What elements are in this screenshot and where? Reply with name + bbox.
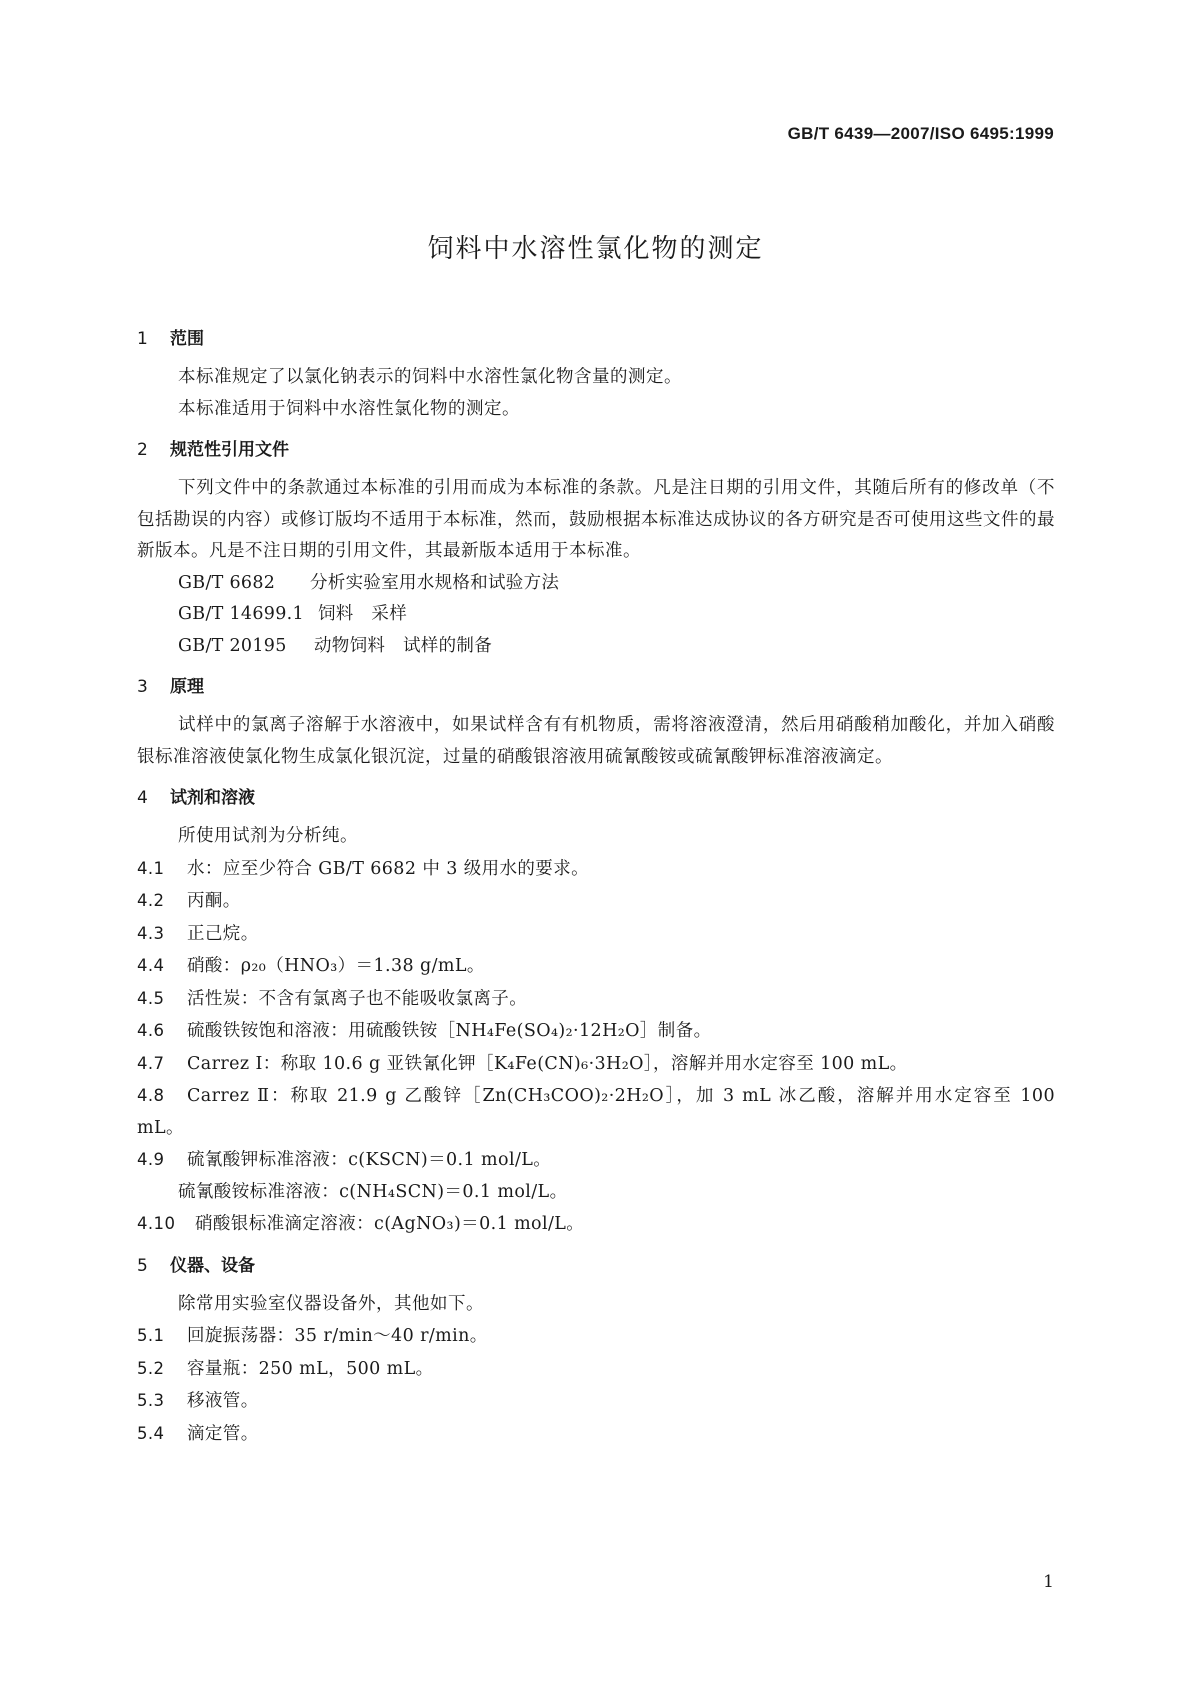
item-number: 4.2 (137, 891, 165, 910)
list-item (137, 1048, 1055, 1081)
item-number: 4.5 (137, 988, 165, 1008)
item-text: Carrez Ⅱ：称取 21.9 g 乙酸锌［Zn(CH₃COO)₂·2H₂O］，加 3 mL 冰乙酸，溶解并用水定容至 100 mL。 (137, 1086, 1055, 1138)
item-text: Carrez Ⅰ：称取 10.6 g 亚铁氰化钾［K₄Fe(CN)₆·3H₂O］，溶解并用水定容至 100 mL。 (187, 1053, 908, 1074)
list-item (137, 1385, 1055, 1418)
paragraph: 除常用实验室仪器设备外，其他如下。 (178, 1293, 484, 1314)
paragraph: 本标准适用于饲料中水溶性氯化物的测定。 (178, 398, 520, 419)
section-number: 4 (137, 788, 148, 808)
section-heading-normative-references (137, 435, 1055, 465)
list-item (137, 1418, 1055, 1451)
list-item (137, 885, 1055, 918)
reference-code: GB/T 20195 (178, 635, 287, 656)
section-title: 试剂和溶液 (170, 788, 255, 808)
section-title: 规范性引用文件 (170, 440, 289, 460)
item-number: 4.8 (137, 1086, 165, 1105)
paragraph: 下列文件中的条款通过本标准的引用而成为本标准的条款。凡是注日期的引用文件，其随后所有的修改单（不包括勘误的内容）或修订版均不适用于本标准，然而，鼓励根据本标准达成协议的各方研究是否可使用这些文件的最新版本。凡是不注日期的引用文件，其最新版本适用于本标准。 (137, 478, 1055, 561)
item-number: 4.9 (137, 1150, 165, 1169)
item-text: 正己烷。 (187, 923, 259, 944)
section-number: 5 (137, 1255, 148, 1276)
list-item (137, 950, 1055, 983)
reference-title: 饲料 采样 (318, 604, 407, 624)
reference-code: GB/T 6682 (178, 572, 276, 593)
list-item (137, 918, 1055, 951)
list-item (137, 1353, 1055, 1386)
list-item (137, 1320, 1055, 1353)
reference-item (137, 568, 1055, 600)
paragraph: 所使用试剂为分析纯。 (178, 826, 358, 846)
item-text: 硫酸铁铵饱和溶液：用硫酸铁铵［NH₄Fe(SO₄)₂·12H₂O］制备。 (187, 1021, 712, 1041)
section-heading-principle (137, 672, 1055, 702)
section-heading-apparatus (137, 1251, 1055, 1281)
section-title: 原理 (170, 677, 204, 697)
item-number: 5.3 (137, 1391, 165, 1410)
item-text: 硫氰酸钾标准溶液：c(KSCN)＝0.1 mol/L。 (187, 1150, 552, 1170)
item-number: 4.7 (137, 1053, 165, 1073)
paragraph: 试样中的氯离子溶解于水溶液中，如果试样含有有机物质，需将溶液澄清，然后用硝酸稍加酸化，并加入硝酸银标准溶液使氯化物生成氯化银沉淀，过量的硝酸银溶液用硫氰酸铵或硫氰酸钾标准溶液滴定。 (137, 715, 1055, 767)
list-item (137, 983, 1055, 1016)
section-number: 1 (137, 329, 148, 349)
list-item (137, 1208, 1055, 1241)
item-number: 4.3 (137, 923, 165, 943)
item-text: 滴定管。 (187, 1423, 259, 1444)
item-text: 水：应至少符合 GB/T 6682 中 3 级用水的要求。 (187, 858, 589, 879)
item-number: 5.4 (137, 1423, 165, 1443)
reference-item (137, 631, 1055, 663)
list-item-continuation: 硫氰酸铵标准溶液：c(NH₄SCN)＝0.1 mol/L。 (178, 1181, 568, 1202)
section-title: 仪器、设备 (170, 1255, 255, 1276)
item-number: 4.4 (137, 956, 165, 975)
section-heading-scope (137, 324, 1055, 354)
item-number: 5.2 (137, 1358, 165, 1378)
item-text: 移液管。 (187, 1391, 259, 1411)
page-number: 1 (1043, 1572, 1054, 1592)
section-title: 范围 (170, 329, 204, 349)
reference-title: 分析实验室用水规格和试验方法 (310, 572, 560, 593)
item-text: 回旋振荡器：35 r/min～40 r/min。 (187, 1326, 488, 1346)
item-number: 4.6 (137, 1021, 165, 1040)
section-number: 2 (137, 440, 148, 460)
item-text: 硝酸银标准滴定溶液：c(AgNO₃)＝0.1 mol/L。 (195, 1214, 585, 1234)
reference-title: 动物饲料 试样的制备 (314, 635, 492, 656)
document-title: 饲料中水溶性氯化物的测定 (427, 234, 764, 264)
reference-item (137, 599, 1055, 631)
paragraph: 本标准规定了以氯化钠表示的饲料中水溶性氯化物含量的测定。 (178, 367, 682, 387)
item-number: 4.10 (137, 1214, 176, 1233)
list-item (137, 853, 1055, 886)
list-item (137, 1144, 1055, 1177)
section-heading-reagents (137, 783, 1055, 813)
item-number: 5.1 (137, 1326, 165, 1345)
list-item (137, 1015, 1055, 1048)
item-text: 活性炭：不含有氯离子也不能吸收氯离子。 (187, 988, 528, 1009)
item-text: 容量瓶：250 mL，500 mL。 (187, 1358, 434, 1379)
list-item (137, 1080, 1055, 1144)
item-text: 丙酮。 (187, 891, 241, 911)
reference-code: GB/T 14699.1 (178, 604, 304, 624)
document-body (137, 324, 1055, 1450)
item-text: 硝酸：ρ₂₀（HNO₃）＝1.38 g/mL。 (187, 956, 485, 976)
section-number: 3 (137, 677, 148, 697)
standard-code: GB/T 6439—2007/ISO 6495:1999 (787, 124, 1054, 143)
item-number: 4.1 (137, 858, 165, 878)
